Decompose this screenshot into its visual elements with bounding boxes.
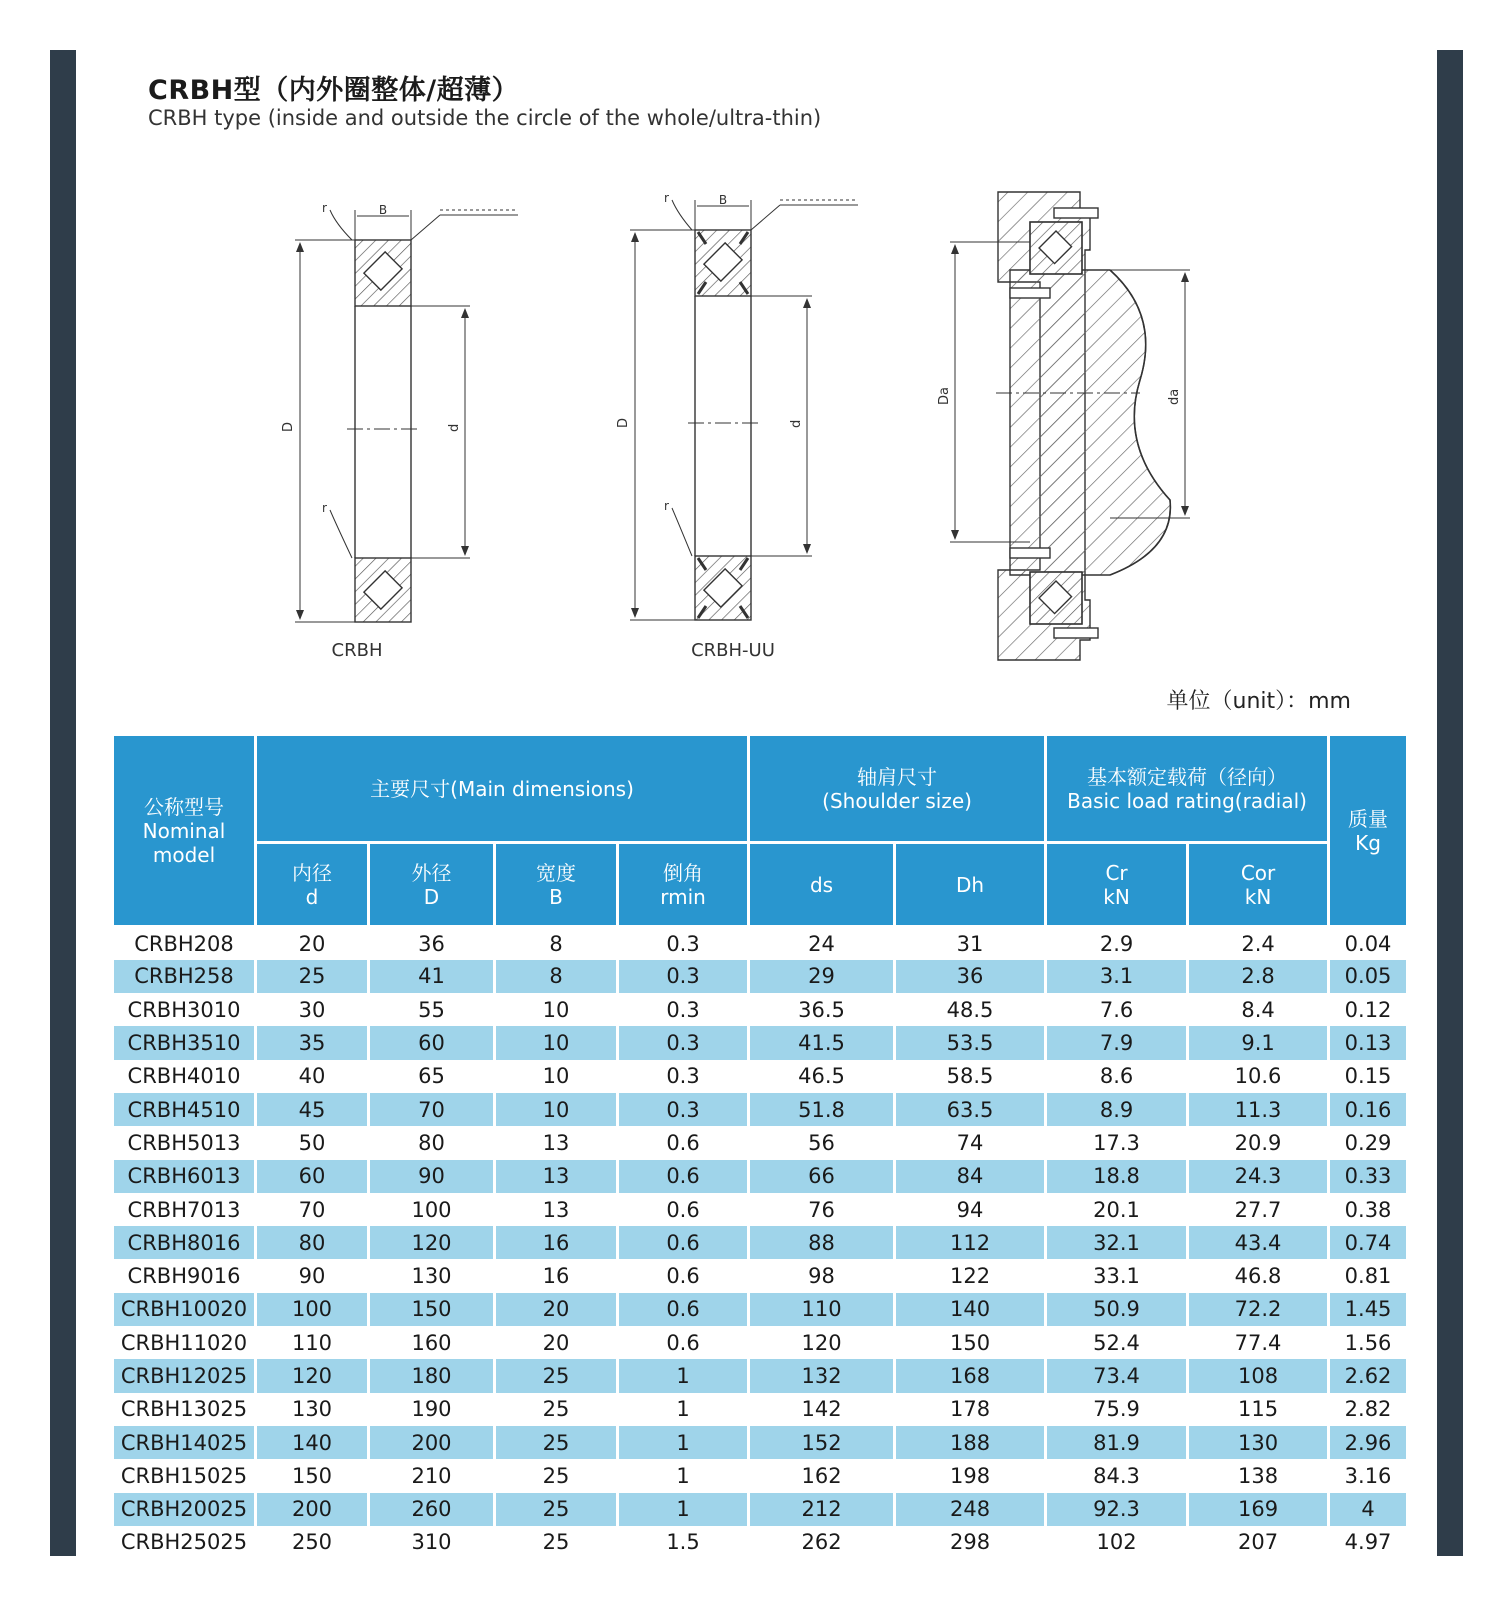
cell-ds: 98 <box>749 1259 895 1292</box>
crbh-uu-drawing <box>630 200 858 620</box>
cell-outer-d: 180 <box>369 1359 495 1392</box>
crbh-caption: CRBH <box>331 640 383 661</box>
cell-ds: 46.5 <box>749 1060 895 1093</box>
cell-model: CRBH3010 <box>113 993 256 1026</box>
cell-outer-d: 70 <box>369 1093 495 1126</box>
cell-mass: 1.56 <box>1329 1326 1408 1359</box>
cell-cr: 18.8 <box>1046 1160 1188 1193</box>
cell-width-b: 10 <box>495 1060 618 1093</box>
cell-inner-d: 50 <box>256 1126 369 1159</box>
cell-chamfer-r: 1 <box>618 1359 749 1392</box>
cell-chamfer-r: 0.6 <box>618 1259 749 1292</box>
cell-cr: 7.6 <box>1046 993 1188 1026</box>
cell-mass: 0.05 <box>1329 960 1408 993</box>
crbh-uu-caption: CRBH-UU <box>691 640 775 661</box>
cell-outer-d: 190 <box>369 1393 495 1426</box>
cell-cr: 32.1 <box>1046 1226 1188 1259</box>
cell-ds: 110 <box>749 1293 895 1326</box>
cell-mass: 0.13 <box>1329 1026 1408 1059</box>
cell-model: CRBH11020 <box>113 1326 256 1359</box>
cell-ds: 162 <box>749 1459 895 1492</box>
table-header-row-2 <box>113 843 1408 927</box>
table-row <box>113 1326 1408 1359</box>
cell-model: CRBH4010 <box>113 1060 256 1093</box>
cell-chamfer-r: 1 <box>618 1393 749 1426</box>
mounting-da-inner-label: da <box>1167 388 1182 405</box>
cell-ds: 36.5 <box>749 993 895 1026</box>
cell-chamfer-r: 1 <box>618 1426 749 1459</box>
header-model: 公称型号 Nominal model <box>113 735 256 927</box>
cell-cor: 20.9 <box>1188 1126 1329 1159</box>
cell-width-b: 25 <box>495 1459 618 1492</box>
cell-dh: 140 <box>895 1293 1046 1326</box>
cell-dh: 248 <box>895 1493 1046 1526</box>
crbh-uu-r-label-bottom: r <box>664 499 669 513</box>
table-header-row-1 <box>113 735 1408 843</box>
cell-model: CRBH208 <box>113 927 256 960</box>
cell-width-b: 16 <box>495 1226 618 1259</box>
cell-inner-d: 100 <box>256 1293 369 1326</box>
table-body <box>113 927 1408 1560</box>
cell-inner-d: 120 <box>256 1359 369 1392</box>
cell-inner-d: 140 <box>256 1426 369 1459</box>
cell-width-b: 16 <box>495 1259 618 1292</box>
cell-inner-d: 70 <box>256 1193 369 1226</box>
cell-cor: 27.7 <box>1188 1193 1329 1226</box>
cell-mass: 0.15 <box>1329 1060 1408 1093</box>
cell-mass: 0.33 <box>1329 1160 1408 1193</box>
cell-inner-d: 20 <box>256 927 369 960</box>
cell-cor: 138 <box>1188 1459 1329 1492</box>
cell-cor: 10.6 <box>1188 1060 1329 1093</box>
cell-outer-d: 65 <box>369 1060 495 1093</box>
cell-chamfer-r: 0.6 <box>618 1193 749 1226</box>
cell-model: CRBH12025 <box>113 1359 256 1392</box>
mounting-drawing <box>950 192 1190 660</box>
cell-inner-d: 90 <box>256 1259 369 1292</box>
cell-ds: 262 <box>749 1526 895 1559</box>
cell-width-b: 8 <box>495 960 618 993</box>
crbh-uu-outer-d-label: D <box>616 417 631 428</box>
cell-width-b: 25 <box>495 1526 618 1559</box>
table-row <box>113 1493 1408 1526</box>
cell-dh: 298 <box>895 1526 1046 1559</box>
cell-cor: 207 <box>1188 1526 1329 1559</box>
cell-mass: 2.62 <box>1329 1359 1408 1392</box>
cell-chamfer-r: 0.3 <box>618 960 749 993</box>
header-outer-diameter: 外径 D <box>369 843 495 927</box>
cell-ds: 56 <box>749 1126 895 1159</box>
cell-dh: 198 <box>895 1459 1046 1492</box>
table-row <box>113 1259 1408 1292</box>
cell-width-b: 10 <box>495 993 618 1026</box>
cell-mass: 0.74 <box>1329 1226 1408 1259</box>
cell-model: CRBH14025 <box>113 1426 256 1459</box>
cell-dh: 31 <box>895 927 1046 960</box>
cell-chamfer-r: 0.6 <box>618 1326 749 1359</box>
cell-cor: 2.4 <box>1188 927 1329 960</box>
cell-width-b: 10 <box>495 1026 618 1059</box>
cell-outer-d: 120 <box>369 1226 495 1259</box>
cell-cr: 17.3 <box>1046 1126 1188 1159</box>
table-row <box>113 1193 1408 1226</box>
cell-inner-d: 30 <box>256 993 369 1026</box>
table-row <box>113 1126 1408 1159</box>
crbh-outer-d-label: D <box>281 421 296 432</box>
header-basic-load-rating: 基本额定载荷（径向） Basic load rating(radial) <box>1046 735 1329 843</box>
cell-outer-d: 200 <box>369 1426 495 1459</box>
cell-inner-d: 110 <box>256 1326 369 1359</box>
cell-ds: 132 <box>749 1359 895 1392</box>
cell-cor: 24.3 <box>1188 1160 1329 1193</box>
header-mass: 质量 Kg <box>1329 735 1408 927</box>
cell-chamfer-r: 0.3 <box>618 1060 749 1093</box>
cell-dh: 48.5 <box>895 993 1046 1026</box>
cell-width-b: 10 <box>495 1093 618 1126</box>
table-row <box>113 1026 1408 1059</box>
header-chamfer: 倒角 rmin <box>618 843 749 927</box>
table-row <box>113 960 1408 993</box>
crbh-drawing <box>295 210 518 622</box>
cell-cr: 8.9 <box>1046 1093 1188 1126</box>
cell-model: CRBH8016 <box>113 1226 256 1259</box>
cell-outer-d: 130 <box>369 1259 495 1292</box>
table-row <box>113 1160 1408 1193</box>
cell-chamfer-r: 1 <box>618 1493 749 1526</box>
cell-model: CRBH4510 <box>113 1093 256 1126</box>
cell-dh: 178 <box>895 1393 1046 1426</box>
cell-cr: 8.6 <box>1046 1060 1188 1093</box>
cell-chamfer-r: 1.5 <box>618 1526 749 1559</box>
cell-outer-d: 36 <box>369 927 495 960</box>
cell-cr: 7.9 <box>1046 1026 1188 1059</box>
header-dh: Dh <box>895 843 1046 927</box>
cell-mass: 0.04 <box>1329 927 1408 960</box>
header-cor: Cor kN <box>1188 843 1329 927</box>
cell-ds: 120 <box>749 1326 895 1359</box>
cell-chamfer-r: 0.3 <box>618 1093 749 1126</box>
cell-model: CRBH10020 <box>113 1293 256 1326</box>
cell-outer-d: 55 <box>369 993 495 1026</box>
cell-cor: 46.8 <box>1188 1259 1329 1292</box>
cell-model: CRBH5013 <box>113 1126 256 1159</box>
cell-dh: 188 <box>895 1426 1046 1459</box>
cell-cr: 102 <box>1046 1526 1188 1559</box>
cell-dh: 63.5 <box>895 1093 1046 1126</box>
cell-outer-d: 210 <box>369 1459 495 1492</box>
cell-ds: 66 <box>749 1160 895 1193</box>
table-row <box>113 1459 1408 1492</box>
cell-width-b: 13 <box>495 1193 618 1226</box>
cell-cor: 108 <box>1188 1359 1329 1392</box>
cell-dh: 74 <box>895 1126 1046 1159</box>
cell-cr: 81.9 <box>1046 1426 1188 1459</box>
cell-cor: 8.4 <box>1188 993 1329 1026</box>
cell-outer-d: 260 <box>369 1493 495 1526</box>
cell-outer-d: 80 <box>369 1126 495 1159</box>
cell-model: CRBH7013 <box>113 1193 256 1226</box>
cell-dh: 36 <box>895 960 1046 993</box>
cell-cor: 77.4 <box>1188 1326 1329 1359</box>
cell-inner-d: 200 <box>256 1493 369 1526</box>
cell-outer-d: 60 <box>369 1026 495 1059</box>
cell-mass: 4.97 <box>1329 1526 1408 1559</box>
cell-mass: 0.81 <box>1329 1259 1408 1292</box>
cell-inner-d: 130 <box>256 1393 369 1426</box>
cell-model: CRBH13025 <box>113 1393 256 1426</box>
cell-cr: 52.4 <box>1046 1326 1188 1359</box>
cell-inner-d: 150 <box>256 1459 369 1492</box>
cell-inner-d: 25 <box>256 960 369 993</box>
cell-width-b: 25 <box>495 1426 618 1459</box>
cell-model: CRBH3510 <box>113 1026 256 1059</box>
cell-mass: 3.16 <box>1329 1459 1408 1492</box>
cell-cor: 72.2 <box>1188 1293 1329 1326</box>
cell-cr: 50.9 <box>1046 1293 1188 1326</box>
cell-mass: 0.12 <box>1329 993 1408 1026</box>
mounting-da-outer-label: Da <box>937 387 952 405</box>
crbh-uu-inner-d-label: d <box>789 419 804 428</box>
cell-width-b: 20 <box>495 1293 618 1326</box>
cell-mass: 0.38 <box>1329 1193 1408 1226</box>
bearing-drawings <box>0 170 1511 690</box>
cell-dh: 168 <box>895 1359 1046 1392</box>
cell-outer-d: 150 <box>369 1293 495 1326</box>
cell-mass: 0.16 <box>1329 1093 1408 1126</box>
cell-model: CRBH20025 <box>113 1493 256 1526</box>
cell-dh: 53.5 <box>895 1026 1046 1059</box>
cell-cor: 169 <box>1188 1493 1329 1526</box>
cell-ds: 212 <box>749 1493 895 1526</box>
cell-inner-d: 45 <box>256 1093 369 1126</box>
cell-chamfer-r: 0.6 <box>618 1293 749 1326</box>
table-row <box>113 993 1408 1026</box>
cell-ds: 142 <box>749 1393 895 1426</box>
cell-cr: 2.9 <box>1046 927 1188 960</box>
cell-ds: 41.5 <box>749 1026 895 1059</box>
cell-width-b: 13 <box>495 1126 618 1159</box>
cell-ds: 29 <box>749 960 895 993</box>
cell-outer-d: 41 <box>369 960 495 993</box>
cell-cor: 130 <box>1188 1426 1329 1459</box>
page-title: CRBH型（内外圈整体/超薄） <box>148 75 520 106</box>
header-cr: Cr kN <box>1046 843 1188 927</box>
cell-outer-d: 100 <box>369 1193 495 1226</box>
cell-chamfer-r: 0.6 <box>618 1226 749 1259</box>
cell-inner-d: 80 <box>256 1226 369 1259</box>
table-row <box>113 1393 1408 1426</box>
table-row <box>113 1093 1408 1126</box>
cell-dh: 84 <box>895 1160 1046 1193</box>
table-row <box>113 1426 1408 1459</box>
cell-ds: 51.8 <box>749 1093 895 1126</box>
spec-table <box>111 733 1409 1559</box>
cell-width-b: 25 <box>495 1493 618 1526</box>
cell-mass: 4 <box>1329 1493 1408 1526</box>
table-row <box>113 1226 1408 1259</box>
crbh-uu-r-label-top: r <box>664 191 669 205</box>
cell-dh: 94 <box>895 1193 1046 1226</box>
cell-chamfer-r: 0.3 <box>618 1026 749 1059</box>
cell-chamfer-r: 0.6 <box>618 1126 749 1159</box>
crbh-inner-d-label: d <box>447 423 462 432</box>
cell-ds: 76 <box>749 1193 895 1226</box>
cell-chamfer-r: 0.3 <box>618 927 749 960</box>
cell-chamfer-r: 0.3 <box>618 993 749 1026</box>
unit-label: 单位（unit）：mm <box>1166 689 1351 714</box>
crbh-b-label: B <box>378 203 388 217</box>
cell-chamfer-r: 0.6 <box>618 1160 749 1193</box>
cell-inner-d: 35 <box>256 1026 369 1059</box>
cell-cor: 9.1 <box>1188 1026 1329 1059</box>
header-main-dimensions: 主要尺寸(Main dimensions) <box>256 735 749 843</box>
cell-cr: 3.1 <box>1046 960 1188 993</box>
cell-model: CRBH258 <box>113 960 256 993</box>
cell-chamfer-r: 1 <box>618 1459 749 1492</box>
cell-dh: 150 <box>895 1326 1046 1359</box>
cell-mass: 1.45 <box>1329 1293 1408 1326</box>
cell-outer-d: 310 <box>369 1526 495 1559</box>
cell-cor: 43.4 <box>1188 1226 1329 1259</box>
cell-cr: 20.1 <box>1046 1193 1188 1226</box>
table-row <box>113 927 1408 960</box>
cell-outer-d: 160 <box>369 1326 495 1359</box>
table-row <box>113 1359 1408 1392</box>
crbh-r-label-top: r <box>322 201 327 215</box>
cell-mass: 0.29 <box>1329 1126 1408 1159</box>
cell-dh: 112 <box>895 1226 1046 1259</box>
cell-cor: 115 <box>1188 1393 1329 1426</box>
cell-width-b: 25 <box>495 1359 618 1392</box>
cell-mass: 2.96 <box>1329 1426 1408 1459</box>
cell-width-b: 13 <box>495 1160 618 1193</box>
cell-dh: 58.5 <box>895 1060 1046 1093</box>
header-ds: ds <box>749 843 895 927</box>
header-inner-diameter: 内径 d <box>256 843 369 927</box>
cell-dh: 122 <box>895 1259 1046 1292</box>
cell-model: CRBH25025 <box>113 1526 256 1559</box>
cell-cor: 2.8 <box>1188 960 1329 993</box>
cell-width-b: 25 <box>495 1393 618 1426</box>
table-row <box>113 1293 1408 1326</box>
crbh-uu-b-label: B <box>718 193 728 207</box>
cell-ds: 152 <box>749 1426 895 1459</box>
cell-width-b: 20 <box>495 1326 618 1359</box>
cell-model: CRBH6013 <box>113 1160 256 1193</box>
cell-mass: 2.82 <box>1329 1393 1408 1426</box>
cell-ds: 24 <box>749 927 895 960</box>
header-shoulder-size: 轴肩尺寸 (Shoulder size) <box>749 735 1046 843</box>
cell-cr: 73.4 <box>1046 1359 1188 1392</box>
cell-cr: 75.9 <box>1046 1393 1188 1426</box>
header-width: 宽度 B <box>495 843 618 927</box>
page-subtitle: CRBH type (inside and outside the circle of the whole/ultra-thin) <box>148 106 822 130</box>
table-row <box>113 1526 1408 1559</box>
crbh-r-label-bottom: r <box>322 501 327 515</box>
cell-cor: 11.3 <box>1188 1093 1329 1126</box>
cell-cr: 33.1 <box>1046 1259 1188 1292</box>
cell-cr: 92.3 <box>1046 1493 1188 1526</box>
cell-ds: 88 <box>749 1226 895 1259</box>
cell-outer-d: 90 <box>369 1160 495 1193</box>
cell-inner-d: 250 <box>256 1526 369 1559</box>
table-row <box>113 1060 1408 1093</box>
cell-width-b: 8 <box>495 927 618 960</box>
cell-inner-d: 40 <box>256 1060 369 1093</box>
cell-model: CRBH9016 <box>113 1259 256 1292</box>
cell-model: CRBH15025 <box>113 1459 256 1492</box>
cell-cr: 84.3 <box>1046 1459 1188 1492</box>
cell-inner-d: 60 <box>256 1160 369 1193</box>
